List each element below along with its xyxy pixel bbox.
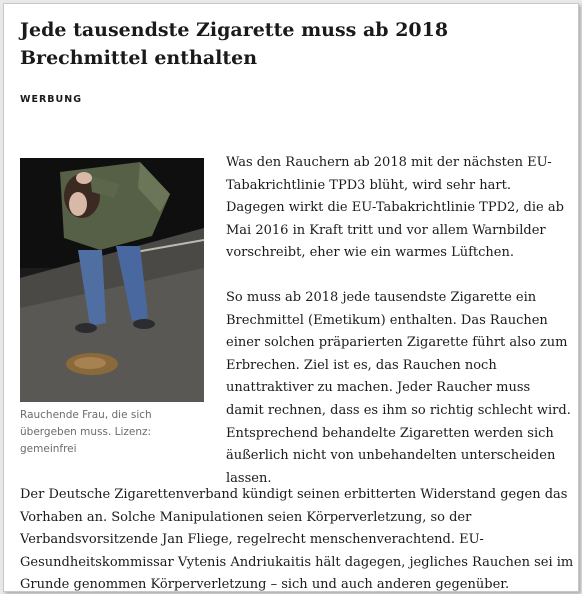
paragraph-2: So muss ab 2018 jede tausendste Zigarette ein Brechmittel (Emetikum) enthalten. Das Rauchen einer solchen präparierten Zigarette führt also zum Erbrechen. Ziel ist es, das Rauchen noch unattraktiver zu machen. Jeder Raucher muss damit rechnen, dass es ihm so richtig schlecht wird. Entsprechend behandelte Zigaretten werden sich äußerlich nicht von unbehandelten unterscheiden lassen. xyxy=(226,289,571,486)
article-body-upper xyxy=(226,152,571,512)
article-title: Jede tausendste Zigarette muss ab 2018 Brechmittel enthalten xyxy=(20,19,449,69)
advertising-label: WERBUNG xyxy=(20,94,82,105)
article-body-lower xyxy=(20,484,574,592)
article-figure xyxy=(20,158,204,458)
paragraph-3: Der Deutsche Zigarettenverband kündigt seinen erbitterten Widerstand gegen das Vorhaben an. Solche Manipulationen seien Körperverletzung, so der Verbandsvorsitzende Jan Fliege, regelrecht menschenverachtend. EU-Gesundheitskommissar Vytenis Andriukaitis hält dagegen, jegliches Rauchen sei im Grunde genommen Körperverletzung – sich und auch anderen gegenüber. xyxy=(20,487,574,592)
image-caption: Rauchende Frau, die sich übergeben muss. Lizenz: gemeinfrei xyxy=(20,409,152,455)
article-photo[interactable] xyxy=(20,158,204,402)
paragraph-1: Was den Rauchern ab 2018 mit der nächsten EU-Tabakrichtlinie TPD3 blüht, wird sehr hart. Dagegen wirkt die EU-Tabakrichtlinie TPD2, die ab Mai 2016 in Kraft tritt und vor allem Warnbilder vorschreibt, eher wie ein warmes Lüftchen. xyxy=(226,155,564,261)
article-frame xyxy=(3,3,579,592)
